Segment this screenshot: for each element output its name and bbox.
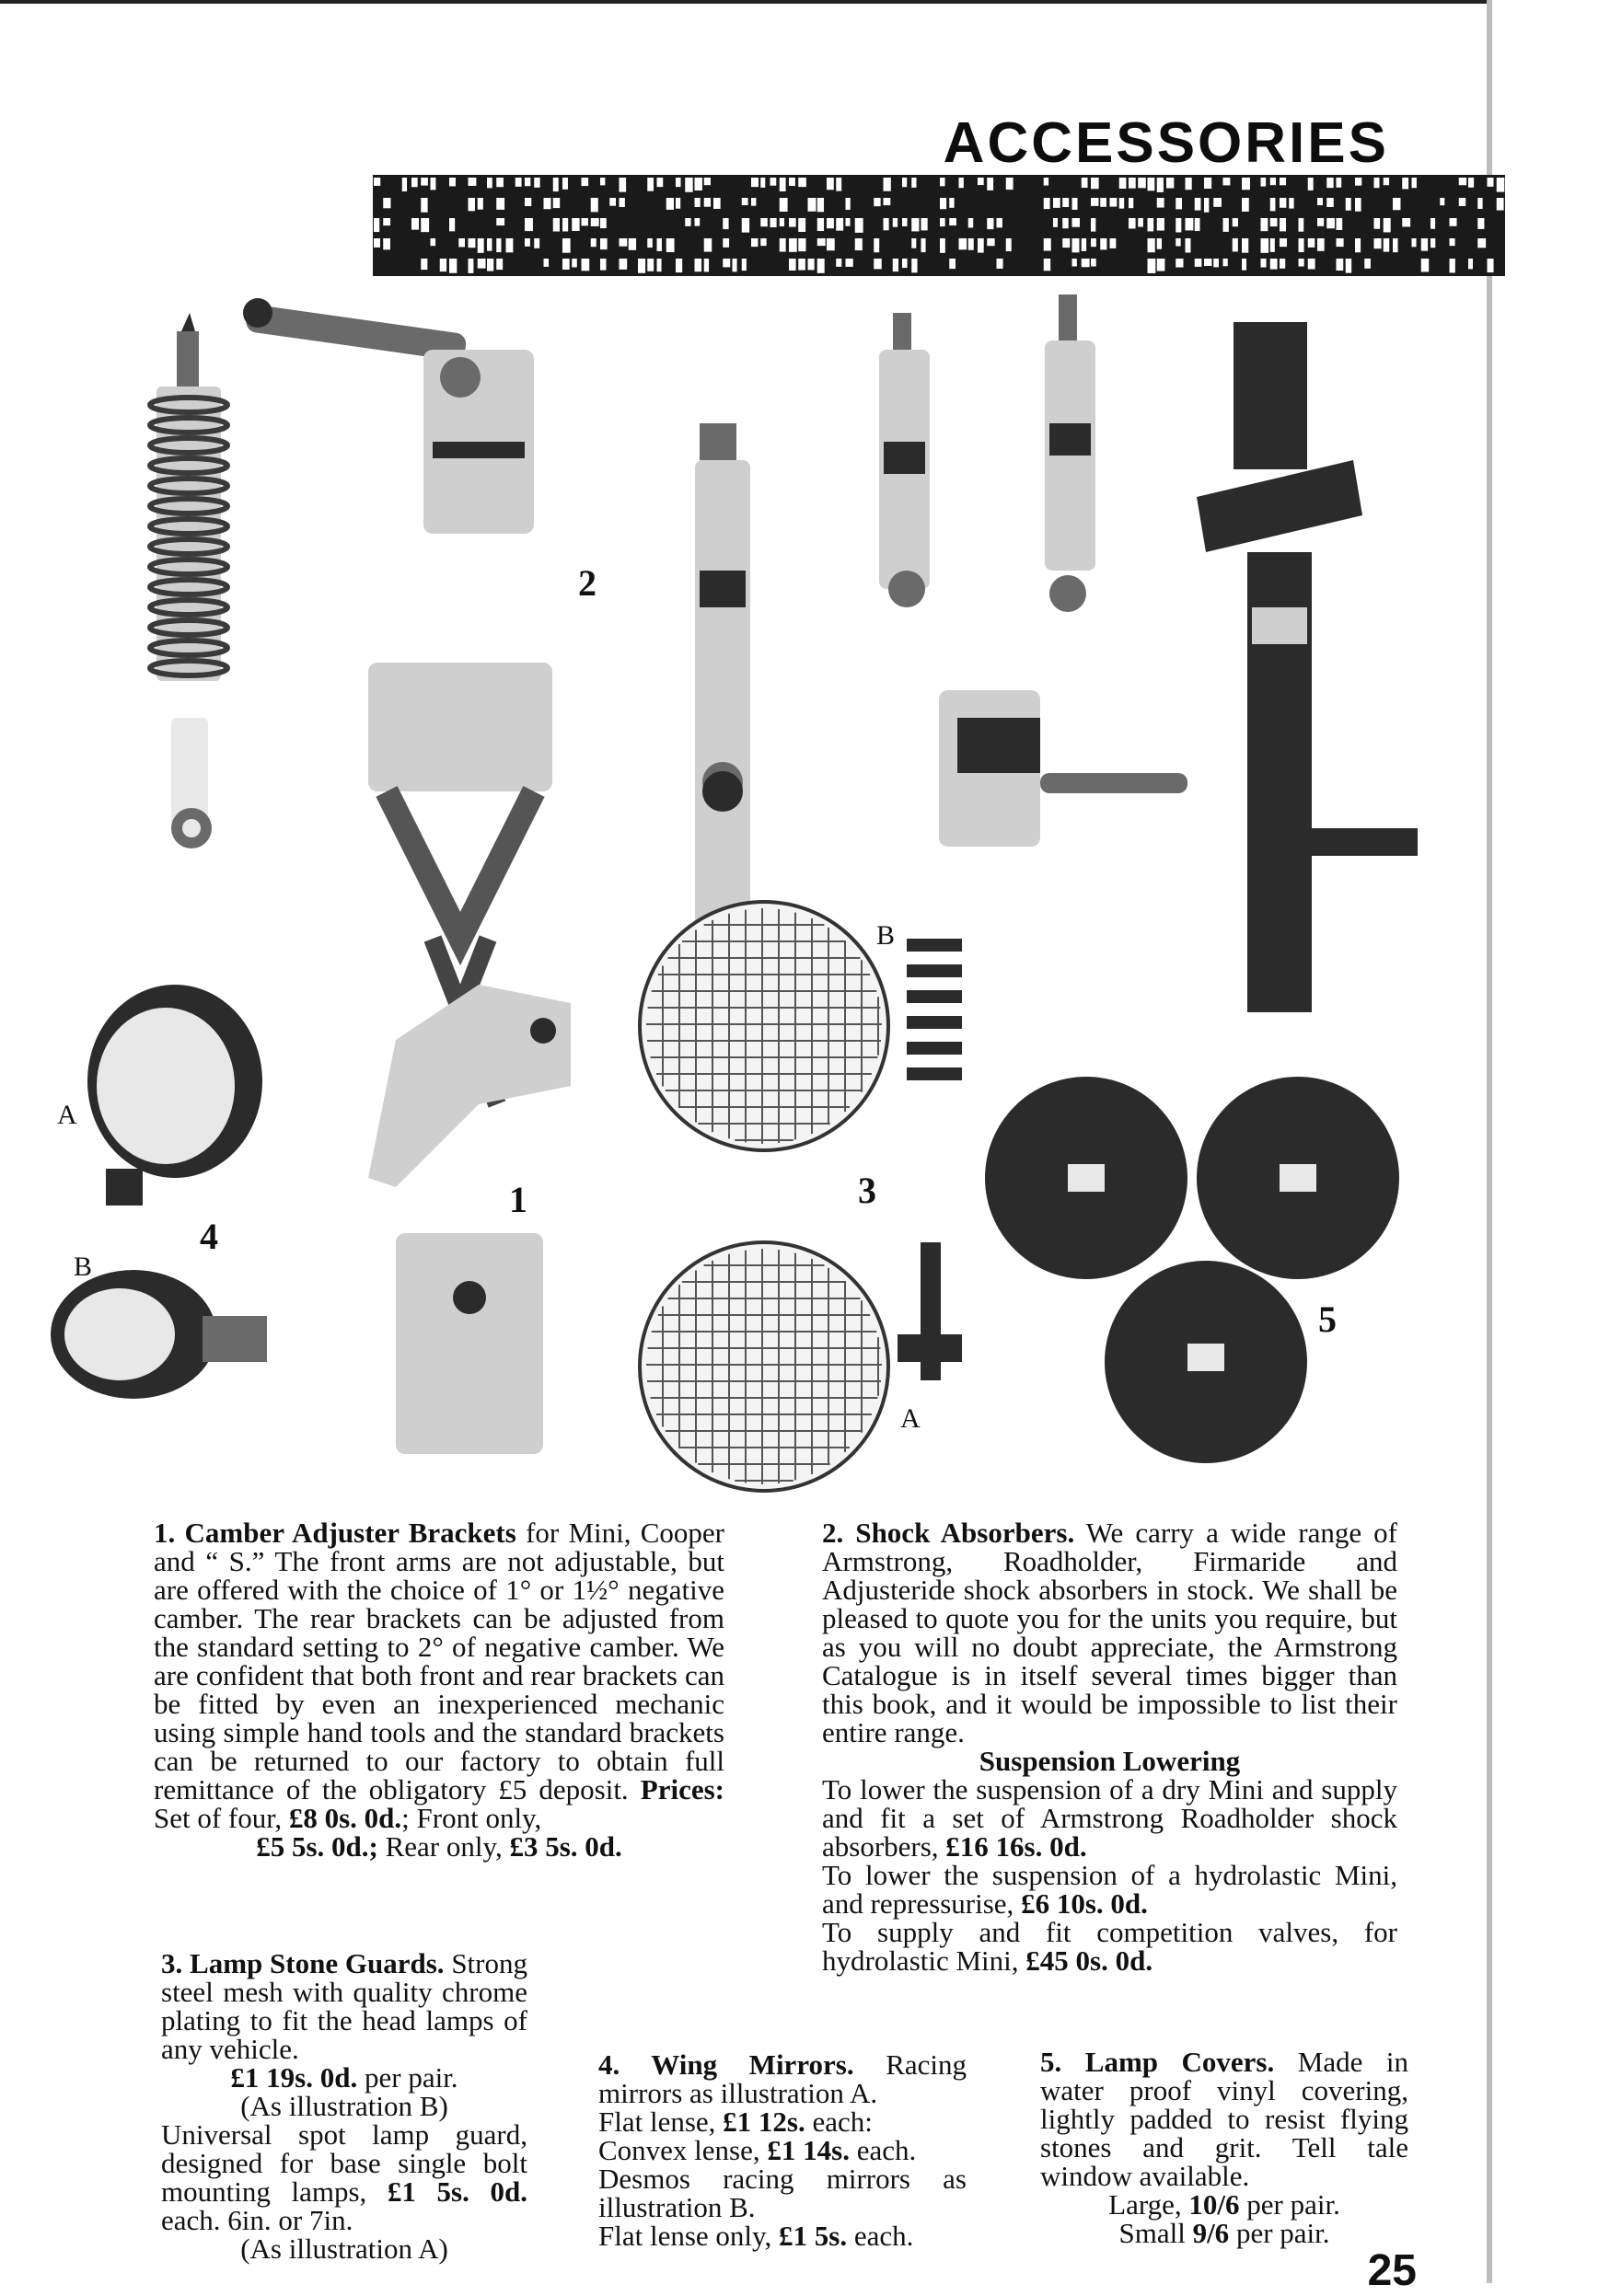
- camber-brackets-photo: [368, 985, 571, 1454]
- mcpherson-strut-photo: [1197, 322, 1418, 1012]
- stone-guard-a-photo: [640, 1242, 962, 1491]
- hub-assembly-photo: [939, 690, 1187, 847]
- figure-label-guard-a: A: [900, 1403, 921, 1434]
- figure-label-mirror-a: A: [57, 1100, 77, 1130]
- figure-label-mirror-b: B: [74, 1252, 93, 1282]
- figure-label-2: 2: [578, 562, 597, 604]
- figure-label-5: 5: [1318, 1298, 1337, 1340]
- page-number: 25: [1367, 2246, 1417, 2295]
- lamp-stone-guards-text: 3. Lamp Stone Guards. Strong steel mesh with quality chrome plating to fit the head lamps of any vehicle. £1 19s. 0d. per pair. (As illustration B) Universal spot lamp guard, designed for base single bolt mounting lamps, £1 5s. 0d. each. 6in. or 7in. (As illustration A): [161, 1947, 527, 2265]
- wing-mirror-b-photo: [51, 1270, 267, 1399]
- coilover-shock-photo: [150, 313, 227, 848]
- accessories-photos: [0, 276, 1473, 1509]
- lamp-covers-text: 5. Lamp Covers. Made in water proof vinyl covering, lightly padded to resist flying stones and grit. Tell tale window available. Large, 10/6 per pair. Small 9/6 per pair.: [1040, 2046, 1408, 2249]
- figure-label-guard-b: B: [876, 920, 896, 951]
- top-border: [0, 0, 1487, 4]
- shock-absorbers-photo: [695, 294, 1095, 957]
- camber-brackets-text: 1. Camber Adjuster Brackets for Mini, Cooper and “ S.” The front arms are not adjustable, but are offered with the choice of 1° or 1½° negative camber. The rear brackets can be adjusted from the standard setting to 2° of negative camber. We are confident that both front and rear brackets can be fitted by even an inexperienced mechanic using simple hand tools and the standard brackets can be returned to our factory to obtain full remittance of the obligatory £5 deposit. Prices: Set of four, £8 0s. 0d.; Front only, £5 5s. 0d.; Rear only, £3 5s. 0d.: [154, 1517, 724, 1863]
- chequered-banner: [373, 175, 1505, 276]
- wing-mirrors-text: 4. Wing Mirrors. Racing mirrors as illustration A. Flat lense, £1 12s. each: Convex lense, £1 14s. each. Desmos racing mirrors as illustration B. Flat lense only, £1 5s. each.: [598, 2048, 967, 2252]
- lever-arm-damper-photo: [243, 298, 534, 534]
- shock-absorbers-text: 2. Shock Absorbers. We carry a wide range of Armstrong, Roadholder, Firmaride and Adjusteride shock absorbers in stock. We shall be pleased to quote you for the units you require, but as you will no doubt appreciate, the Armstrong Catalogue is in itself several times bigger than this book, and it would be impossible to list their entire range. Suspension Lowering To lower the suspension of a dry Mini and supply and fit a set of Armstrong Roadholder shock absorbers, £16 16s. 0d. To lower the suspension of a hydrolastic Mini, and repressurise, £6 10s. 0d. To supply and fit competition valves, for hydrolastic Mini, £45 0s. 0d.: [822, 1517, 1397, 1977]
- section-title: ACCESSORIES: [943, 111, 1389, 175]
- page-edge-shadow: [1487, 0, 1492, 2283]
- wing-mirror-a-photo: [87, 985, 262, 1206]
- figure-label-4: 4: [200, 1216, 218, 1257]
- stone-guard-b-photo: [640, 902, 962, 1150]
- lamp-covers-photo: [985, 1077, 1399, 1463]
- figure-label-1: 1: [509, 1179, 527, 1220]
- figure-label-3: 3: [858, 1170, 876, 1211]
